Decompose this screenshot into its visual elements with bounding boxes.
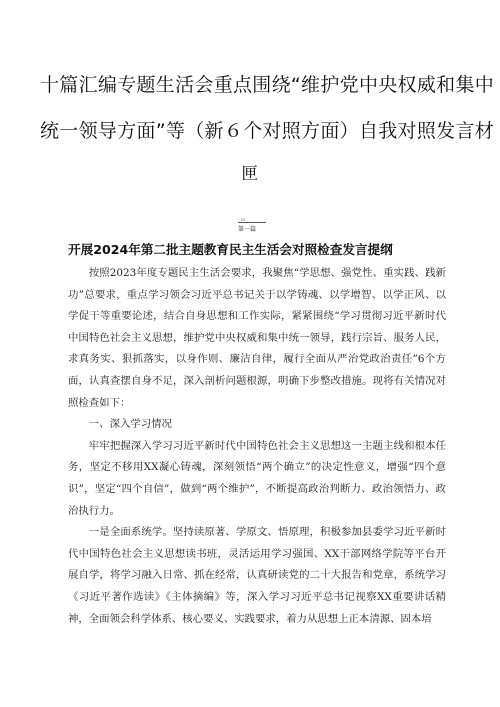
body-paragraph-systematic: 一是全面系统学。坚持读原著、学原文、悟原理，积极参加县委学习近平新时代中国特色社会主义思想读书班，灵活运用学习强国、XX干部网络学院等平台开展自学，将学习融入日常、抓在经常，认真研读党的二十大报告和党章，系统学习《习近平著作选读》《主体摘编》等，深入学习习近平总书记视察XX重要讲话精神，全面领会科学体系、核心要义、实践要求，着力从思想上正本清源、固本培 [68,526,446,625]
section-marker-small-text: ｍ [241,217,245,222]
document-title-line-3: 匣 [241,164,259,184]
section-label: 第一篇 [237,226,256,233]
body-paragraph-intro: 按照2023年度专题民主生活会要求，我聚焦“学思想、强党性、重实践、践新功”总要求，重点学习领会习近平总书记关于以学铸魂、以学增智、以学正风、以学促干等重要论述，结合自身思想和工作实际，紧紧围绕“学习贯彻习近平新时代中国特色社会主义思想，维护党中央权威和集中统一领导，践行宗旨、服务人民，求真务实、狠抓落实，以身作则、廉洁自律，履行全面从严治党政治责任”6个方面，认真查摆自身不足，深入剖析问题根源，明确下步整改措施。现将有关情况对照检查如下： [68,267,446,409]
document-subtitle: 开展2024年第二批主题教育民主生活会对照检查发言提纲 [68,242,393,257]
document-body [68,263,446,630]
document-title-line-1: 十篇汇编专题生活会重点围绕“维护党中央权威和集中 [40,74,495,96]
section-divider-rule [238,222,266,223]
section-heading-study: 一、深入学习情况 [88,418,172,431]
document-title-line-2: 统一领导方面”等（新６个对照方面）自我对照发言材 [40,120,495,142]
body-paragraph-study: 牢牢把握深入学习习近平新时代中国特色社会主义思想这一主题主线和根本任务，坚定不移用XX凝心铸魂，深刻领悟“两个确立”的决定性意义，增强“四个意识”，坚定“四个自信”，做到“两个维护”，不断提高政治判断力、政治领悟力、政治执行力。 [68,439,446,517]
